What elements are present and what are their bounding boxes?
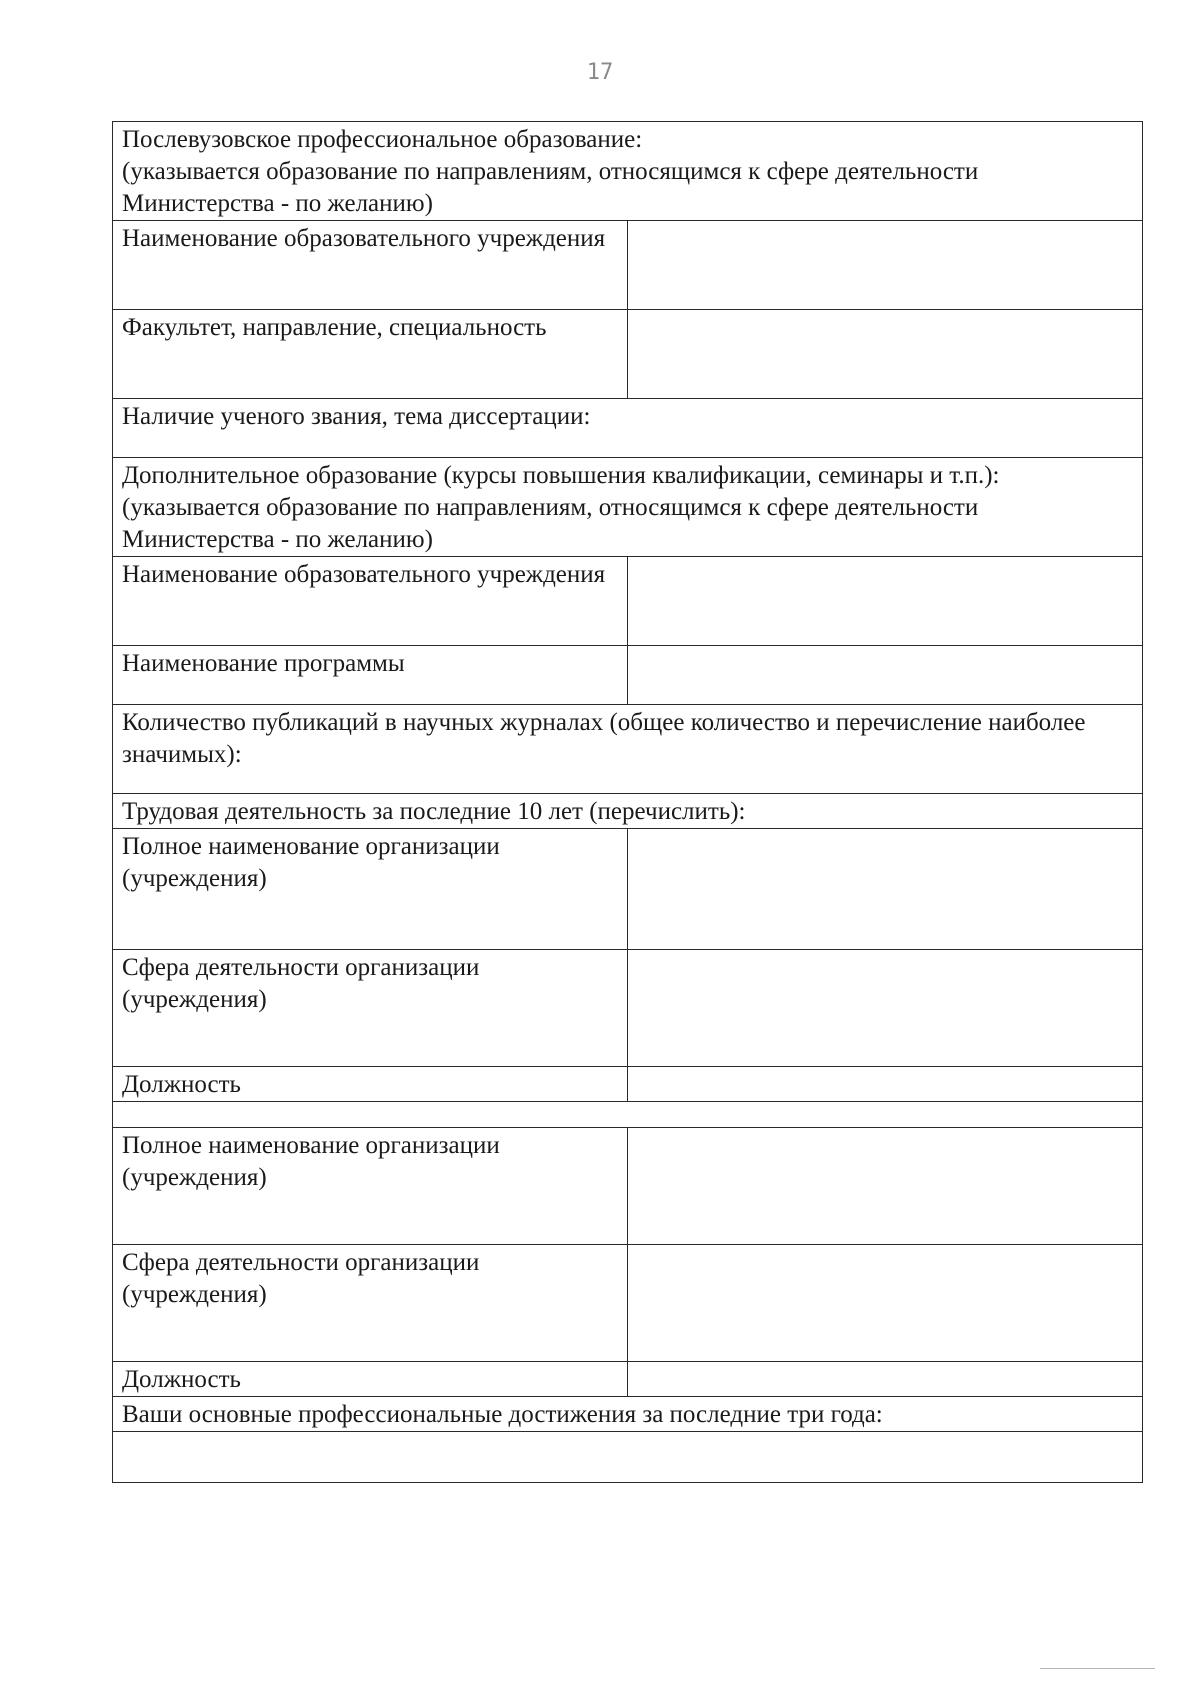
additional-institution-field[interactable]: [628, 557, 1143, 646]
postgrad-institution-field[interactable]: [628, 221, 1143, 310]
additional-institution-row: [113, 557, 1143, 646]
work-position-field[interactable]: [628, 1067, 1143, 1102]
achievements-answer-field[interactable]: [113, 1432, 1143, 1483]
work-title: Трудовая деятельность за последние 10 лет (перечислить):: [122, 798, 746, 825]
postgrad-title: Послевузовское профессиональное образование:: [122, 126, 643, 153]
additional-header-row: [113, 458, 1143, 557]
achievements-header-cell: [113, 1397, 1143, 1432]
work-field-label: Сфера деятельности организации (учреждения): [113, 950, 628, 1067]
footer-rule: [1040, 1668, 1155, 1669]
achievements-label: Ваши основные профессиональные достижения за последние три года:: [122, 1401, 883, 1428]
degree-row: [113, 399, 1143, 458]
work-header-cell: [113, 794, 1143, 829]
work-field-label: Сфера деятельности организации (учреждения): [113, 1245, 628, 1362]
publications-label: Количество публикаций в научных журналах (общее количество и перечисление наиболее значимых):: [122, 709, 1086, 768]
achievements-header-row: [113, 1397, 1143, 1432]
postgrad-header-row: [113, 122, 1143, 221]
postgrad-education-section: [112, 121, 1143, 1483]
degree-cell[interactable]: [113, 399, 1143, 458]
work-field-row: [113, 950, 1143, 1067]
additional-header-cell: [113, 458, 1143, 557]
work-org-row: [113, 829, 1143, 950]
achievements-answer-row: [113, 1432, 1143, 1483]
postgrad-note: (указывается образование по направлениям, относящимся к сфере деятельности Министерства - по желанию): [122, 158, 979, 217]
publications-row: [113, 705, 1143, 794]
additional-program-field[interactable]: [628, 646, 1143, 705]
postgrad-faculty-row: [113, 310, 1143, 399]
work-position-field[interactable]: [628, 1362, 1143, 1397]
postgrad-faculty-field[interactable]: [628, 310, 1143, 399]
additional-program-label: Наименование программы: [113, 646, 628, 705]
publications-cell[interactable]: [113, 705, 1143, 794]
additional-program-row: [113, 646, 1143, 705]
work-org-field[interactable]: [628, 1128, 1143, 1245]
work-org-label: Полное наименование организации (учреждения): [113, 829, 628, 950]
additional-title: Дополнительное образование (курсы повышения квалификации, семинары и т.п.):: [122, 462, 1000, 489]
page-number: 17: [586, 60, 614, 85]
degree-label: Наличие ученого звания, тема диссертации:: [122, 403, 591, 430]
postgrad-institution-row: [113, 221, 1143, 310]
work-position-row: [113, 1067, 1143, 1102]
work-field-row: [113, 1245, 1143, 1362]
work-org-label: Полное наименование организации (учреждения): [113, 1128, 628, 1245]
work-field-field[interactable]: [628, 950, 1143, 1067]
work-header-row: [113, 794, 1143, 829]
work-position-label: Должность: [113, 1362, 628, 1397]
work-separator-cell: [113, 1102, 1143, 1128]
questionnaire-form: [112, 121, 1143, 1483]
work-position-row: [113, 1362, 1143, 1397]
postgrad-header-cell: [113, 122, 1143, 221]
work-field-field[interactable]: [628, 1245, 1143, 1362]
postgrad-institution-label: Наименование образовательного учреждения: [113, 221, 628, 310]
additional-institution-label: Наименование образовательного учреждения: [113, 557, 628, 646]
postgrad-faculty-label: Факультет, направление, специальность: [113, 310, 628, 399]
work-org-field[interactable]: [628, 829, 1143, 950]
work-org-row: [113, 1128, 1143, 1245]
additional-note: (указывается образование по направлениям, относящимся к сфере деятельности Министерства - по желанию): [122, 494, 979, 553]
work-position-label: Должность: [113, 1067, 628, 1102]
work-separator-row: [113, 1102, 1143, 1128]
